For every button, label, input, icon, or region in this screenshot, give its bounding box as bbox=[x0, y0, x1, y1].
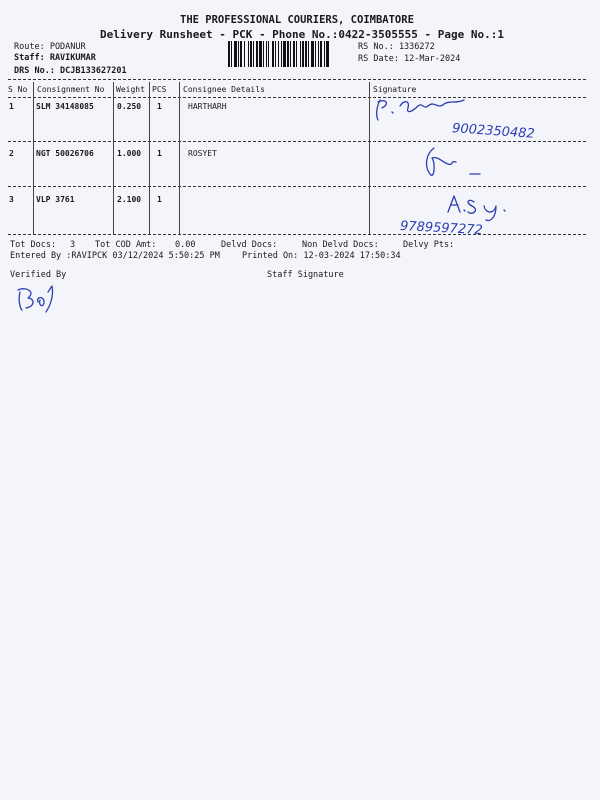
col-pcs: PCS bbox=[152, 85, 167, 94]
row-consignee: HARTHARH bbox=[188, 102, 227, 111]
row-consignment: VLP 3761 bbox=[36, 195, 75, 204]
tot-docs-label: Tot Docs: bbox=[10, 240, 57, 250]
signature-1-image bbox=[372, 94, 472, 124]
row-pcs: 1 bbox=[157, 102, 162, 111]
row-consignee: ROSYET bbox=[188, 149, 217, 158]
delvd-docs-label: Delvd Docs: bbox=[221, 240, 278, 250]
company-name: THE PROFESSIONAL COURIERS, COIMBATORE bbox=[180, 14, 414, 26]
entered-by: Entered By :RAVIPCK 03/12/2024 5:50:25 PM bbox=[10, 251, 220, 261]
row-pcs: 1 bbox=[157, 149, 162, 158]
verified-by-label: Verified By bbox=[10, 270, 67, 280]
printed-on: Printed On: 12-03-2024 17:50:34 bbox=[242, 251, 401, 261]
row-rule bbox=[8, 186, 586, 187]
row-sno: 3 bbox=[9, 195, 14, 204]
signature-3-image bbox=[442, 192, 522, 222]
row-rule bbox=[8, 141, 586, 142]
rs-date: RS Date: 12-Mar-2024 bbox=[358, 54, 461, 64]
table-top-rule bbox=[8, 79, 586, 80]
drs-number: DRS No.: DCJB133627201 bbox=[14, 66, 127, 76]
row-consignment: SLM 34148085 bbox=[36, 102, 94, 111]
tot-docs-value: 3 bbox=[70, 240, 76, 250]
col-sno: S No bbox=[8, 85, 28, 94]
col-signature: Signature bbox=[373, 85, 417, 94]
barcode-image bbox=[228, 41, 353, 67]
handwritten-phone-2: 9789597272 bbox=[399, 218, 484, 239]
tot-cod-label: Tot COD Amt: bbox=[95, 240, 157, 250]
rs-number: RS No.: 1336272 bbox=[358, 42, 435, 52]
row-weight: 2.100 bbox=[117, 195, 142, 204]
col-consignee: Consignee Details bbox=[183, 85, 265, 94]
signature-2-image bbox=[420, 144, 490, 184]
col-weight: Weight bbox=[116, 85, 145, 94]
verifier-signature-image bbox=[14, 282, 64, 316]
col-consignment: Consignment No bbox=[37, 85, 105, 94]
col-separator bbox=[149, 82, 150, 234]
row-sno: 2 bbox=[9, 149, 14, 158]
row-weight: 1.000 bbox=[117, 149, 142, 158]
row-consignment: NGT 50026706 bbox=[36, 149, 94, 158]
delvy-pts-label: Delvy Pts: bbox=[403, 240, 455, 250]
tot-cod-value: 0.00 bbox=[175, 240, 196, 250]
non-delvd-docs-label: Non Delvd Docs: bbox=[302, 240, 379, 250]
row-pcs: 1 bbox=[157, 195, 162, 204]
staff-label: Staff: RAVIKUMAR bbox=[14, 53, 96, 63]
col-separator bbox=[369, 82, 370, 234]
col-separator bbox=[179, 82, 180, 234]
col-separator bbox=[33, 82, 34, 234]
runsheet-subtitle: Delivery Runsheet - PCK - Phone No.:0422-3505555 - Page No.:1 bbox=[100, 28, 504, 41]
row-sno: 1 bbox=[9, 102, 14, 111]
staff-signature-label: Staff Signature bbox=[267, 270, 344, 280]
col-separator bbox=[113, 82, 114, 234]
table-bottom-rule bbox=[8, 234, 586, 235]
table-header-rule bbox=[8, 97, 586, 98]
route-label: Route: PODANUR bbox=[14, 42, 86, 52]
row-weight: 0.250 bbox=[117, 102, 142, 111]
handwritten-phone-1: 9002350482 bbox=[451, 121, 536, 142]
